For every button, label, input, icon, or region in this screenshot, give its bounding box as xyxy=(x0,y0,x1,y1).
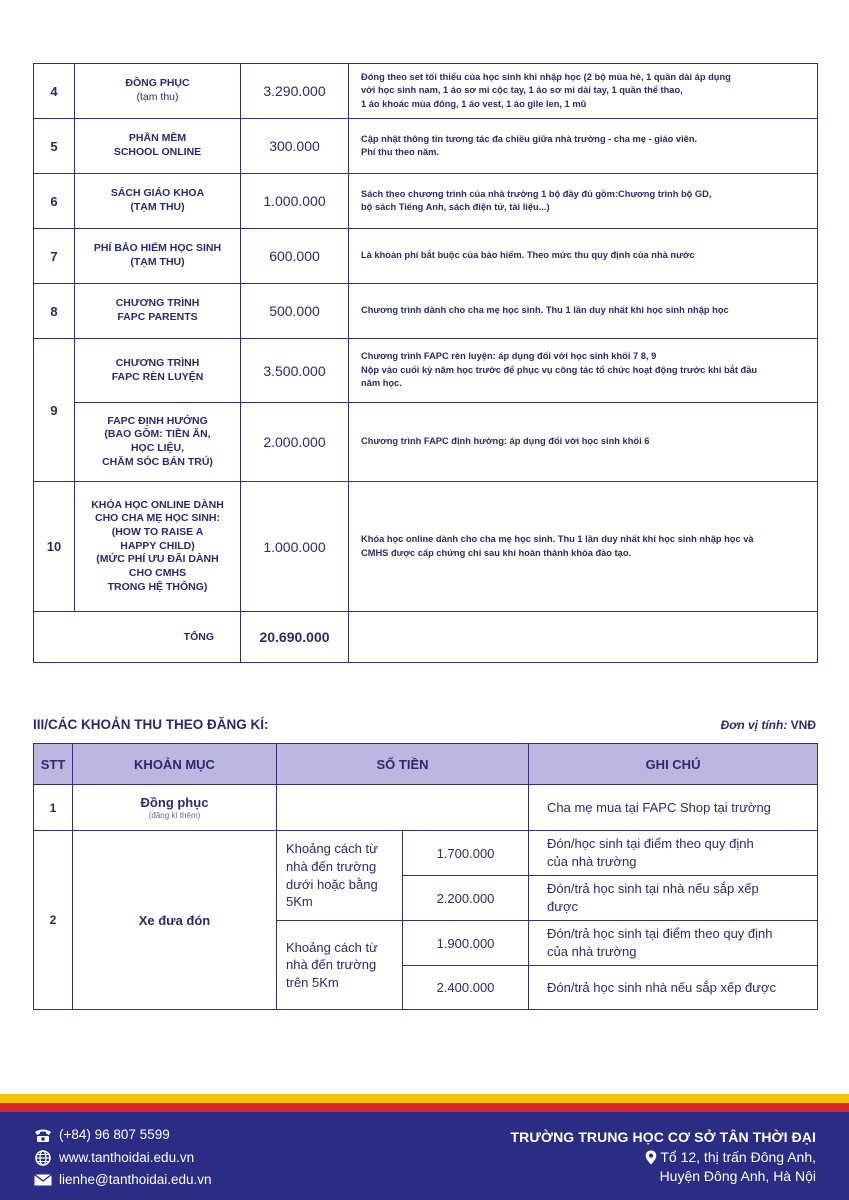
price-note: Đón/trả học sinh nhà nếu sắp xếp được xyxy=(529,966,818,1010)
mail-icon xyxy=(33,1172,53,1188)
table-row xyxy=(34,64,818,119)
item-amount: 500.000 xyxy=(241,284,349,339)
header-stt: STT xyxy=(34,744,73,785)
item-name: FAPC ĐỊNH HƯỚNG (BAO GỒM: TIỀN ĂN, HỌC LIỆU, CHĂM SÓC BÁN TRÚ) xyxy=(75,403,241,482)
footer-stripe-yellow xyxy=(0,1094,849,1103)
distance-label: Khoảng cách từ nhà đến trường trên 5Km xyxy=(277,921,403,1010)
school-name: TRƯỜNG TRUNG HỌC CƠ SỞ TÂN THỜI ĐẠI xyxy=(510,1129,816,1145)
price: 1.700.000 xyxy=(403,831,529,876)
price-note: Đón/học sinh tại điểm theo quy định của nhà trường xyxy=(529,831,818,876)
item-note: Cập nhật thông tin tương tác đa chiều giữa nhà trường - cha mẹ - giáo viên. Phí thu theo năm. xyxy=(349,119,818,174)
item-amount: 3.290.000 xyxy=(241,64,349,119)
item-amount: 3.500.000 xyxy=(241,339,349,403)
row-number: 2 xyxy=(34,831,73,1010)
item-note: Chương trình FAPC rèn luyện: áp dụng đối với học sinh khối 7 8, 9 Nộp vào cuối kỳ năm học trước để phục vụ công tác tổ chức hoạt động trước khi bắt đầu năm học. xyxy=(349,339,818,403)
header-item: KHOẢN MỤC xyxy=(73,744,277,785)
item-note: Đóng theo set tối thiểu của học sinh khi nhập học (2 bộ mùa hè, 1 quần dài áp dụng với học sinh nam, 1 áo sơ mi cộc tay, 1 áo sơ mi dài tay, 1 quần thể thao, 1 áo khoác mùa đông, 1 áo vest, 1 áo gile len, 1 mũ xyxy=(349,64,818,119)
item-note: Cha mẹ mua tại FAPC Shop tại trường xyxy=(529,785,818,831)
globe-icon xyxy=(33,1150,53,1166)
website-link[interactable]: www.tanthoidai.edu.vn xyxy=(59,1149,195,1165)
school-address: Tổ 12, thị trấn Đông Anh, Huyện Đông Anh, Hà Nội xyxy=(510,1148,816,1186)
row-number: 7 xyxy=(34,229,75,284)
table-row xyxy=(34,119,818,174)
table-header-row xyxy=(34,744,818,785)
website-row xyxy=(33,1147,212,1170)
table-row xyxy=(34,403,818,482)
table-row xyxy=(34,482,818,612)
price: 2.400.000 xyxy=(403,966,529,1010)
item-name: PHÍ BẢO HIỂM HỌC SINH (TẠM THU) xyxy=(75,229,241,284)
phone-icon xyxy=(33,1127,53,1143)
price-note: Đón/trả học sinh tại nhà nếu sắp xếp được xyxy=(529,876,818,921)
email-link[interactable]: lienhe@tanthoidai.edu.vn xyxy=(59,1172,212,1187)
table-row xyxy=(34,785,818,831)
item-name: KHÓA HỌC ONLINE DÀNH CHO CHA MẸ HỌC SINH: (HOW TO RAISE A HAPPY CHILD) (MỨC PHÍ ƯU ĐÃI DÀNH CHO CMHS TRONG HỆ THỐNG) xyxy=(75,482,241,612)
phone-number[interactable]: (+84) 96 807 5599 xyxy=(59,1127,170,1142)
table-row xyxy=(34,831,818,876)
header-amount: SỐ TIỀN xyxy=(277,744,529,785)
item-name: Đồng phục (đăng kí thêm) xyxy=(73,785,277,831)
row-number: 8 xyxy=(34,284,75,339)
item-amount: 300.000 xyxy=(241,119,349,174)
item-amount: 1.000.000 xyxy=(241,482,349,612)
location-pin-icon xyxy=(645,1150,657,1165)
footer xyxy=(0,1112,849,1200)
table-row xyxy=(34,174,818,229)
total-note xyxy=(349,612,818,663)
row-number: 5 xyxy=(34,119,75,174)
item-note: Chương trình FAPC định hướng: áp dụng đối với học sinh khối 6 xyxy=(349,403,818,482)
item-amount: 1.000.000 xyxy=(241,174,349,229)
row-number: 10 xyxy=(34,482,75,612)
row-number: 6 xyxy=(34,174,75,229)
registration-fee-table xyxy=(33,743,818,1010)
price-note: Đón/trả học sinh tại điểm theo quy định của nhà trường xyxy=(529,921,818,966)
phone-row xyxy=(33,1124,212,1147)
total-label: TỔNG xyxy=(34,612,241,663)
item-note: Là khoản phí bắt buộc của bảo hiểm. Theo mức thu quy định của nhà nước xyxy=(349,229,818,284)
table-row xyxy=(34,284,818,339)
header-note: GHI CHÚ xyxy=(529,744,818,785)
item-amount: 600.000 xyxy=(241,229,349,284)
item-note: Chương trình dành cho cha mẹ học sinh. Thu 1 lần duy nhất khi học sinh nhập học xyxy=(349,284,818,339)
price: 2.200.000 xyxy=(403,876,529,921)
table-row xyxy=(34,229,818,284)
row-number: 9 xyxy=(34,339,75,482)
item-name: SÁCH GIÁO KHOA (TẠM THU) xyxy=(75,174,241,229)
school-info xyxy=(510,1129,816,1186)
row-number: 4 xyxy=(34,64,75,119)
item-amount xyxy=(277,785,529,831)
item-name: PHẦN MỀM SCHOOL ONLINE xyxy=(75,119,241,174)
item-note: Sách theo chương trình của nhà trường 1 bộ đầy đủ gồm:Chương trình bộ GD, bộ sách Tiếng Anh, sách điện tử, tài liệu...) xyxy=(349,174,818,229)
item-name: CHƯƠNG TRÌNH FAPC RÈN LUYỆN xyxy=(75,339,241,403)
item-note: Khóa học online dành cho cha mẹ học sinh. Thu 1 lần duy nhất khi học sinh nhập học và CMHS được cấp chứng chỉ sau khi hoàn thành khóa đào tạo. xyxy=(349,482,818,612)
price: 1.900.000 xyxy=(403,921,529,966)
table-row xyxy=(34,339,818,403)
item-name: ĐỒNG PHỤC (tạm thu) xyxy=(75,64,241,119)
unit-label: Đơn vị tính: VNĐ xyxy=(720,718,816,732)
fee-table xyxy=(33,63,818,663)
row-number: 1 xyxy=(34,785,73,831)
section-title: III/CÁC KHOẢN THU THEO ĐĂNG KÍ: xyxy=(33,717,269,732)
item-name: CHƯƠNG TRÌNH FAPC PARENTS xyxy=(75,284,241,339)
total-amount: 20.690.000 xyxy=(241,612,349,663)
footer-stripe-red xyxy=(0,1103,849,1112)
total-row xyxy=(34,612,818,663)
contact-info xyxy=(33,1124,212,1192)
item-name: Xe đưa đón xyxy=(73,831,277,1010)
item-amount: 2.000.000 xyxy=(241,403,349,482)
email-row xyxy=(33,1169,212,1192)
distance-label: Khoảng cách từ nhà đến trường dưới hoặc bằng 5Km xyxy=(277,831,403,921)
